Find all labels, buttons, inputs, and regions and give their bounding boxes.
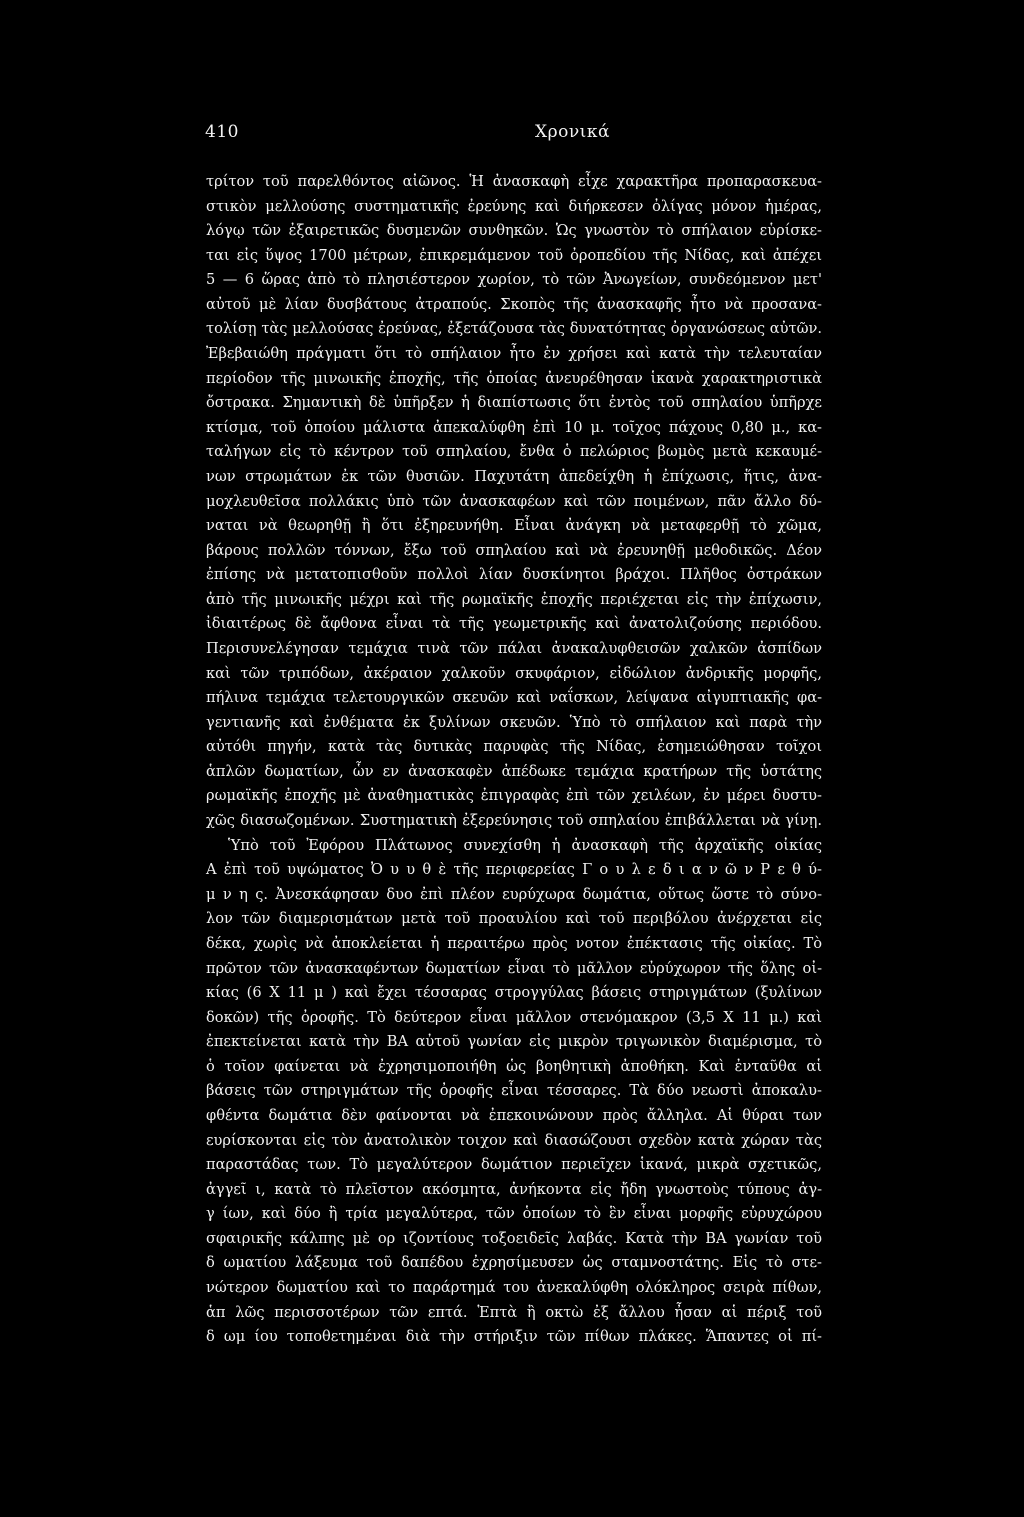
text-line: νώτερον δωματίου καὶ το παράρτημά του ἀνεκαλύφθη ολόκληρος σειρὰ πίθων,	[206, 1279, 822, 1297]
text-line: ται εἰς ὕψος 1700 μέτρων, ἐπικρεμάμενον τοῦ ὀροπεδίου τῆς Νίδας, καὶ ἀπέχει	[206, 246, 822, 264]
text-line: Ὑπὸ τοῦ Ἐφόρου Πλάτωνος συνεχίσθη ἡ ἀνασκαφὴ τῆς ἀρχαϊκῆς οἰκίας	[228, 836, 822, 854]
text-line: πήλινα τεμάχια τελετουργικῶν σκευῶν καὶ ναΐσκων, λείψανα αἰγυπτιακῆς φα-	[206, 689, 822, 707]
text-line: γ ίων, καὶ δύο ἢ τρία μεγαλύτερα, τῶν ὁποίων τὸ ἓν εἶναι μορφῆς εὐρυχώρου	[206, 1205, 822, 1223]
text-line: σφαιρικῆς κάλπης μὲ ορ ιζοντίους τοξοειδεῖς λαβάς. Κατὰ τὴν ΒΑ γωνίαν τοῦ	[206, 1229, 822, 1247]
text-line: ευρίσκονται εἰς τὸν ἀνατολικὸν τοιχον καὶ διασώζουσι σχεδὸν κατὰ χώραν τὰς	[206, 1131, 822, 1149]
text-line: τολίσῃ τὰς μελλούσας ἐρεύνας, ἐξετάζουσα τὰς δυνατότητας ὀργανώσεως αὐτῶν.	[206, 320, 822, 338]
page-header	[205, 122, 825, 146]
text-line: βάσεις τῶν στηριγμάτων τῆς ὀροφῆς εἶναι τέσσαρες. Τὰ δύο νεωστὶ ἀποκαλυ-	[206, 1082, 822, 1100]
text-line: ἐπεκτείνεται κατὰ τὴν ΒΑ αὐτοῦ γωνίαν εἰς μικρὸν τριγωνικὸν διαμέρισμα, τὸ	[206, 1033, 822, 1051]
text-line: τρίτον τοῦ παρελθόντος αἰῶνος. Ἡ ἀνασκαφὴ εἶχε χαρακτῆρα προπαρασκευα-	[206, 173, 822, 190]
text-line: αὐτοῦ μὲ λίαν δυσβάτους ἀτραπούς. Σκοπὸς τῆς ἀνασκαφῆς ἦτο νὰ προσανα-	[206, 295, 822, 313]
text-line: ἰδιαιτέρως δὲ ἄφθονα εἶναι τὰ τῆς γεωμετρικῆς καὶ ἀνατολιζούσης περιόδου.	[206, 615, 822, 633]
text-line: δ ωματίου λάξευμα τοῦ δαπέδου ἐχρησίμευσεν ὡς σταμνοστάτης. Εἰς τὸ στε-	[206, 1254, 822, 1272]
text-line: δ ωμ ίου τοποθετημέναι διὰ τὴν στήριξιν τῶν πίθων πλάκες. Ἅπαντες οἱ πί-	[206, 1328, 822, 1346]
text-line: Ἐβεβαιώθη πράγματι ὅτι τὸ σπήλαιον ἦτο ἐν χρήσει καὶ κατὰ τὴν τελευταίαν	[206, 345, 822, 363]
text-line: ναται νὰ θεωρηθῇ ἢ ὅτι ἐξηρευνήθη. Εἶναι ἀνάγκη νὰ μεταφερθῇ τὸ χῶμα,	[206, 517, 822, 535]
text-line: καὶ τῶν τριπόδων, ἀκέραιον χαλκοῦν σκυφάριον, εἰδώλιον ἀνδρικῆς μορφῆς,	[206, 664, 822, 682]
text-line: παραστάδας των. Τὸ μεγαλύτερον δωμάτιον περιεῖχεν ἱκανά, μικρὰ σχετικῶς,	[206, 1156, 822, 1174]
text-line: ὁ τοῖον φαίνεται νὰ ἐχρησιμοποιήθη ὡς βοηθητικὴ ἀποθήκη. Καὶ ἐνταῦθα αἱ	[206, 1057, 822, 1075]
text-line: χῶς διασωζομένων. Συστηματικὴ ἐξερεύνησις τοῦ σπηλαίου ἐπιβάλλεται νὰ γίνῃ.	[206, 812, 822, 830]
text-line: πρῶτον τῶν ἀνασκαφέντων δωματίων εἶναι τὸ μᾶλλον εὐρύχωρον τῆς ὅλης οἰ-	[206, 959, 822, 977]
text-line: γεντιανῆς καὶ ἐνθέματα ἐκ ξυλίνων σκευῶν. Ὑπὸ τὸ σπήλαιον καὶ παρὰ τὴν	[206, 713, 822, 731]
text-line: δοκῶν) τῆς ὀροφῆς. Τὸ δεύτερον εἶναι μᾶλλον στενόμακρον (3,5 X 11 μ.) καὶ	[206, 1008, 822, 1026]
text-line: δέκα, χωρὶς νὰ ἀποκλείεται ἡ περαιτέρω πρὸς νοτον ἐπέκτασις τῆς οἰκίας. Τὸ	[206, 934, 822, 952]
text-line: περίοδον τῆς μινωικῆς ἐποχῆς, τῆς ὁποίας ἀνευρέθησαν ἱκανὰ χαρακτηριστικὰ	[206, 369, 822, 387]
text-line: ἐπίσης νὰ μετατοπισθοῦν πολλοὶ λίαν δυσκίνητοι βράχοι. Πλῆθος ὀστράκων	[206, 566, 822, 584]
text-line: φθέντα δωμάτια δὲν φαίνονται νὰ ἐπεκοινώνουν πρὸς ἄλληλα. Αἱ θύραι των	[206, 1106, 822, 1124]
text-line: λον τῶν διαμερισμάτων μετὰ τοῦ προαυλίου καὶ τοῦ περιβόλου ἀνέρχεται εἰς	[206, 910, 822, 928]
text-line: ἀγγεῖ ι, κατὰ τὸ πλεῖστον ακόσμητα, ἀνήκοντα εἰς ἤδη γνωστοὺς τύπους ἀγ-	[206, 1180, 822, 1198]
text-line: 5 — 6 ὥρας ἀπὸ τὸ πλησιέστερον χωρίον, τὸ τῶν Ἀνωγείων, συνδεόμενον μετ'	[206, 271, 822, 289]
text-line: βάρους πολλῶν τόννων, ἔξω τοῦ σπηλαίου καὶ νὰ ἐρευνηθῇ μεθοδικῶς. Δέον	[206, 541, 822, 559]
text-line: ταλήγων εἰς τὸ κέντρον τοῦ σπηλαίου, ἔνθα ὁ πελώριος βωμὸς μετὰ κεκαυμέ-	[206, 443, 822, 461]
running-head: Χρονικά	[535, 122, 610, 142]
text-line: στικὸν μελλούσης συστηματικῆς ἐρεύνης καὶ διήρκεσεν ὀλίγας μόνον ἡμέρας,	[206, 197, 822, 215]
text-line: ρωμαϊκῆς ἐποχῆς μὲ ἀναθηματικὰς ἐπιγραφὰς ἐπὶ τῶν χειλέων, ἐν μέρει δυστυ-	[206, 787, 822, 805]
text-line: ἁπλῶν δωματίων, ὧν εν ἀνασκαφὲν ἀπέδωκε τεμάχια κρατήρων τῆς ὑστάτης	[206, 762, 822, 780]
text-line: ἁπ λῶς περισσοτέρων τῶν επτά. Ἑπτὰ ἢ οκτὼ ἐξ ἄλλου ἦσαν αἱ πέριξ τοῦ	[206, 1303, 822, 1321]
text-line: νων στρωμάτων ἐκ τῶν θυσιῶν. Παχυτάτη ἀπεδείχθη ἡ ἐπίχωσις, ἥτις, ἀνα-	[206, 467, 822, 485]
text-line: Α ἐπὶ τοῦ υψώματος Ὀ υ υ θ ὲ τῆς περιφερείας Γ ο υ λ ε δ ι α ν ῶ ν Ρ ε θ ύ-	[206, 861, 822, 879]
text-line: ἀπὸ τῆς μινωικῆς μέχρι καὶ τῆς ρωμαϊκῆς ἐποχῆς περιέχεται εἰς τὴν ἐπίχωσιν,	[206, 590, 822, 608]
body-text	[206, 170, 822, 1350]
text-line: μ ν η ς. Ἀνεσκάφησαν δυο ἐπὶ πλέον ευρύχωρα δωμάτια, οὕτως ὥστε τὸ σύνο-	[206, 885, 822, 903]
text-line: κίας (6 X 11 μ ) καὶ ἔχει τέσσαρας στρογγύλας βάσεις στηριγμάτων (ξυλίνων	[206, 984, 822, 1002]
text-line: αὐτόθι πηγήν, κατὰ τὰς δυτικὰς παρυφὰς τῆς Νίδας, ἐσημειώθησαν τοῖχοι	[206, 738, 822, 756]
text-line: κτίσμα, τοῦ ὁποίου μάλιστα ἀπεκαλύφθη ἐπὶ 10 μ. τοῖχος πάχους 0,80 μ., κα-	[206, 418, 822, 436]
text-line: ὄστρακα. Σημαντικὴ δὲ ὑπῆρξεν ἡ διαπίστωσις ὅτι ἐντὸς τοῦ σπηλαίου ὑπῆρχε	[206, 394, 822, 412]
text-line: λόγῳ τῶν ἐξαιρετικῶς δυσμενῶν συνθηκῶν. Ὡς γνωστὸν τὸ σπήλαιον εὑρίσκε-	[206, 222, 822, 240]
page-number: 410	[205, 122, 239, 142]
text-line: Περισυνελέγησαν τεμάχια τινὰ τῶν πάλαι ἀνακαλυφθεισῶν χαλκῶν ἀσπίδων	[206, 639, 822, 657]
text-line: μοχλευθεῖσα πολλάκις ὑπὸ τῶν ἀνασκαφέων καὶ τῶν ποιμένων, πᾶν ἄλλο δύ-	[206, 492, 822, 510]
